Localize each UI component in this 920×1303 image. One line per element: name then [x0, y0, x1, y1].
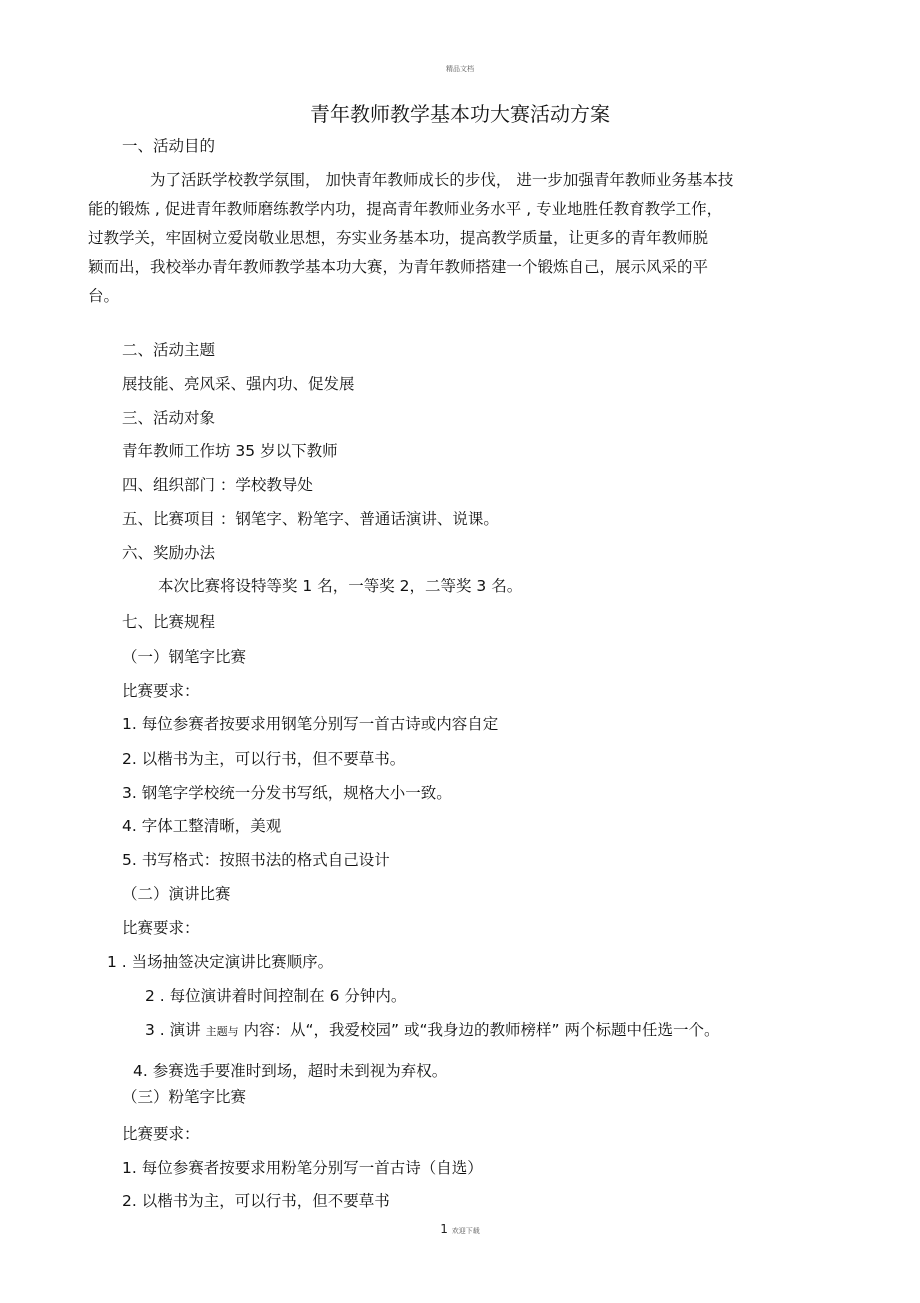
section-3-heading: 三、活动对象 [122, 409, 216, 427]
document-title: 青年教师教学基本功大赛活动方案 [310, 102, 610, 126]
section-7-heading: 七、比赛规程 [122, 613, 216, 631]
list-item: 5. 书写格式：按照书法的格式自己设计 [122, 851, 390, 869]
paragraph-line: 过教学关，牢固树立爱岗敬业思想，夯实业务基本功，提高教学质量，让更多的青年教师脱 [88, 229, 709, 247]
item-suffix: 内容：从“，我爱校园” 或“我身边的教师榜样” 两个标题中任选一个。 [238, 1021, 720, 1039]
requirements-label: 比赛要求： [122, 682, 200, 700]
list-item: 2 . 每位演讲着时间控制在 6 分钟内。 [145, 987, 407, 1005]
subsection-speech-heading: （二）演讲比赛 [122, 885, 231, 903]
section-3-content: 青年教师工作坊 35 岁以下教师 [122, 442, 338, 460]
page-number: 1 [440, 1222, 448, 1236]
section-4-heading: 四、组织部门 ：学校教导处 [122, 476, 313, 494]
paragraph-line: 颖而出，我校举办青年教师教学基本功大赛，为青年教师搭建一个锻炼自己，展示风采的平 [88, 258, 709, 276]
section-1-paragraph [88, 166, 818, 311]
list-item: 1. 每位参赛者按要求用钢笔分别写一首古诗或内容自定 [122, 715, 499, 733]
subsection-pen-heading: （一）钢笔字比赛 [122, 648, 247, 666]
section-6-heading: 六、奖励办法 [122, 544, 216, 562]
section-6-content: 本次比赛将设特等奖 1 名，一等奖 2，二等奖 3 名。 [158, 577, 523, 595]
list-item: 1. 每位参赛者按要求用粉笔分别写一首古诗（自选） [122, 1159, 483, 1177]
section-2-content: 展技能、亮风采、强内功、促发展 [122, 375, 355, 393]
paragraph-line: 台。 [88, 287, 120, 305]
paragraph-line: 能的锻炼 , 促进青年教师磨练教学内功，提高青年教师业务水平 , 专业地胜任教育教学工作， [88, 200, 723, 218]
list-item: 1 . 当场抽签决定演讲比赛顺序。 [107, 953, 334, 971]
section-2-heading: 二、活动主题 [122, 341, 216, 359]
page-footer [0, 1222, 920, 1236]
item-small-text: 主题与 [205, 1025, 239, 1038]
subsection-chalk-heading: （三）粉笔字比赛 [122, 1088, 247, 1106]
list-item [145, 1020, 719, 1042]
paragraph-line: 为了活跃学校教学氛围， 加快青年教师成长的步伐， 进一步加强青年教师业务基本技 [150, 171, 734, 189]
list-item: 2. 以楷书为主，可以行书，但不要草书 [122, 1192, 390, 1210]
requirements-label: 比赛要求： [122, 1125, 200, 1143]
item-prefix: 3 . 演讲 [145, 1021, 206, 1039]
list-item: 4. 字体工整清晰，美观 [122, 817, 282, 835]
list-item: 4. 参赛选手要准时到场，超时未到视为弃权。 [133, 1062, 448, 1080]
list-item: 3. 钢笔字学校统一分发书写纸，规格大小一致。 [122, 784, 452, 802]
section-1-heading: 一、活动目的 [122, 137, 216, 155]
header-watermark: 精品文档 [446, 65, 474, 73]
requirements-label: 比赛要求： [122, 919, 200, 937]
section-5-heading: 五、比赛项目 ：钢笔字、粉笔字、普通话演讲、说课。 [122, 510, 499, 528]
footer-note: 欢迎下载 [451, 1227, 480, 1235]
list-item: 2. 以楷书为主，可以行书，但不要草书。 [122, 750, 406, 768]
